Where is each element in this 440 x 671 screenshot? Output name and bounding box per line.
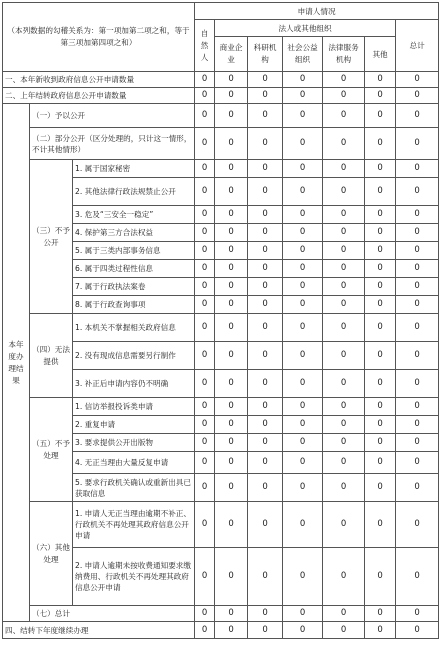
header-commercial: 商业企业 [215,37,248,72]
value-cell: 0 [396,452,439,474]
value-cell: 0 [248,242,283,260]
value-cell: 0 [396,128,439,160]
value-cell: 0 [365,548,396,606]
value-cell: 0 [396,178,439,206]
value-cell: 0 [283,342,323,370]
value-cell: 0 [323,206,365,224]
value-cell: 0 [396,72,439,88]
value-cell: 0 [396,278,439,296]
value-cell: 0 [396,342,439,370]
value-cell: 0 [365,206,396,224]
value-cell: 0 [215,474,248,502]
value-cell: 0 [323,474,365,502]
value-cell: 0 [215,206,248,224]
value-cell: 0 [248,160,283,178]
value-cell: 0 [365,370,396,398]
group-label: （六）其他处理 [30,502,73,606]
value-cell: 0 [248,370,283,398]
value-cell: 0 [323,502,365,548]
value-cell: 0 [215,128,248,160]
value-cell: 0 [365,160,396,178]
value-cell: 0 [365,398,396,416]
value-cell: 0 [396,606,439,622]
value-cell: 0 [283,474,323,502]
value-cell: 0 [195,178,215,206]
value-cell: 0 [323,434,365,452]
value-cell: 0 [248,128,283,160]
value-cell: 0 [323,342,365,370]
value-cell: 0 [195,398,215,416]
value-cell: 0 [396,104,439,128]
value-cell: 0 [396,88,439,104]
value-cell: 0 [248,72,283,88]
value-cell: 0 [195,160,215,178]
value-cell: 0 [283,160,323,178]
value-cell: 0 [283,72,323,88]
value-cell: 0 [215,398,248,416]
value-cell: 0 [283,128,323,160]
item-label: 2. 其他法律行政法规禁止公开 [73,178,195,206]
value-cell: 0 [215,260,248,278]
table-row [3,72,439,88]
item-label: 1. 信访举报投诉类申请 [73,398,195,416]
value-cell: 0 [283,224,323,242]
value-cell: 0 [396,242,439,260]
value-cell: 0 [195,224,215,242]
value-cell: 0 [365,178,396,206]
value-cell: 0 [195,434,215,452]
value-cell: 0 [195,370,215,398]
value-cell: 0 [215,88,248,104]
value-cell: 0 [365,474,396,502]
row-label: （二）部分公开（区分处理的，只计这一情形，不计其他情形） [30,128,195,160]
value-cell: 0 [195,606,215,622]
table-row [3,128,439,160]
value-cell: 0 [248,260,283,278]
group-label: （四）无法提供 [30,314,73,398]
value-cell: 0 [365,88,396,104]
value-cell: 0 [323,548,365,606]
item-label: 3. 要求提供公开出版物 [73,434,195,452]
value-cell: 0 [215,160,248,178]
value-cell: 0 [195,416,215,434]
value-cell: 0 [323,416,365,434]
value-cell: 0 [283,296,323,314]
value-cell: 0 [215,178,248,206]
value-cell: 0 [323,88,365,104]
item-label: 2. 没有现成信息需要另行制作 [73,342,195,370]
item-label: 2. 重复申请 [73,416,195,434]
value-cell: 0 [323,606,365,622]
value-cell: 0 [283,434,323,452]
value-cell: 0 [396,314,439,342]
value-cell: 0 [195,474,215,502]
value-cell: 0 [248,104,283,128]
item-label: 8. 属于行政查询事项 [73,296,195,314]
value-cell: 0 [248,416,283,434]
value-cell: 0 [323,104,365,128]
value-cell: 0 [283,606,323,622]
table-row [3,314,439,342]
group-label: （三）不予公开 [30,160,73,314]
value-cell: 0 [248,88,283,104]
value-cell: 0 [248,314,283,342]
value-cell: 0 [396,370,439,398]
table-row [3,88,439,104]
item-label: 7. 属于行政执法案卷 [73,278,195,296]
value-cell: 0 [283,88,323,104]
value-cell: 0 [215,548,248,606]
value-cell: 0 [215,606,248,622]
value-cell: 0 [248,398,283,416]
section-annual-results: 本年度办理结果 [3,104,30,622]
value-cell: 0 [365,434,396,452]
value-cell: 0 [215,104,248,128]
value-cell: 0 [195,128,215,160]
value-cell: 0 [215,416,248,434]
value-cell: 0 [396,160,439,178]
value-cell: 0 [283,452,323,474]
value-cell: 0 [248,622,283,639]
value-cell: 0 [248,502,283,548]
value-cell: 0 [396,206,439,224]
value-cell: 0 [215,434,248,452]
value-cell: 0 [283,416,323,434]
value-cell: 0 [283,242,323,260]
value-cell: 0 [195,342,215,370]
table-row [3,398,439,416]
value-cell: 0 [283,278,323,296]
value-cell: 0 [323,242,365,260]
value-cell: 0 [396,296,439,314]
value-cell: 0 [323,398,365,416]
item-label: 4. 保护第三方合法权益 [73,224,195,242]
item-label: 4. 无正当理由大量反复申请 [73,452,195,474]
item-label: 3. 补正后申请内容仍不明确 [73,370,195,398]
item-label: 5. 要求行政机关确认或重新出具已获取信息 [73,474,195,502]
row-label: （一）予以公开 [30,104,195,128]
item-label: 6. 属于四类过程性信息 [73,260,195,278]
value-cell: 0 [323,278,365,296]
value-cell: 0 [283,370,323,398]
item-label: 5. 属于三类内部事务信息 [73,242,195,260]
header-legal-entities: 法人或其他组织 [215,20,396,37]
value-cell: 0 [215,278,248,296]
table-row [3,160,439,178]
value-cell: 0 [396,398,439,416]
header-research: 科研机构 [248,37,283,72]
value-cell: 0 [215,224,248,242]
value-cell: 0 [365,72,396,88]
value-cell: 0 [215,370,248,398]
value-cell: 0 [283,206,323,224]
value-cell: 0 [248,474,283,502]
row-label: 四、结转下年度继续办理 [3,622,195,639]
value-cell: 0 [396,434,439,452]
value-cell: 0 [195,452,215,474]
value-cell: 0 [323,178,365,206]
value-cell: 0 [195,206,215,224]
value-cell: 0 [365,416,396,434]
header-legal-service: 法律服务机构 [323,37,365,72]
value-cell: 0 [365,606,396,622]
value-cell: 0 [365,342,396,370]
item-label: 2. 申请人逾期未按收费通知要求缴纳费用、行政机关不再处理其政府信息公开申请 [73,548,195,606]
value-cell: 0 [283,314,323,342]
value-cell: 0 [195,622,215,639]
value-cell: 0 [215,72,248,88]
value-cell: 0 [248,548,283,606]
value-cell: 0 [195,104,215,128]
value-cell: 0 [396,416,439,434]
item-label: 1. 属于国家秘密 [73,160,195,178]
header-applicant-situation: 申请人情况 [195,3,439,20]
value-cell: 0 [248,342,283,370]
value-cell: 0 [248,278,283,296]
value-cell: 0 [365,104,396,128]
value-cell: 0 [195,260,215,278]
value-cell: 0 [248,178,283,206]
item-label: 3. 危及“三安全一稳定” [73,206,195,224]
table-row [3,622,439,639]
value-cell: 0 [195,314,215,342]
value-cell: 0 [283,398,323,416]
value-cell: 0 [365,296,396,314]
value-cell: 0 [195,242,215,260]
value-cell: 0 [248,224,283,242]
value-cell: 0 [396,474,439,502]
value-cell: 0 [215,242,248,260]
value-cell: 0 [215,296,248,314]
table-row [3,606,439,622]
row-label: 一、本年新收到政府信息公开申请数量 [3,72,195,88]
value-cell: 0 [323,622,365,639]
value-cell: 0 [248,452,283,474]
value-cell: 0 [283,622,323,639]
value-cell: 0 [215,314,248,342]
value-cell: 0 [283,502,323,548]
value-cell: 0 [323,314,365,342]
table-row [3,502,439,548]
value-cell: 0 [195,278,215,296]
value-cell: 0 [365,242,396,260]
item-label: 1. 申请人无正当理由逾期不补正、行政机关不再处理其政府信息公开申请 [73,502,195,548]
header-other: 其他 [365,37,396,72]
value-cell: 0 [248,434,283,452]
value-cell: 0 [396,622,439,639]
value-cell: 0 [323,128,365,160]
row-label: 二、上年结转政府信息公开申请数量 [3,88,195,104]
value-cell: 0 [323,370,365,398]
value-cell: 0 [195,548,215,606]
value-cell: 0 [283,260,323,278]
value-cell: 0 [365,622,396,639]
value-cell: 0 [215,502,248,548]
value-cell: 0 [396,260,439,278]
value-cell: 0 [396,502,439,548]
value-cell: 0 [323,160,365,178]
value-cell: 0 [215,342,248,370]
value-cell: 0 [365,278,396,296]
value-cell: 0 [396,224,439,242]
value-cell: 0 [365,224,396,242]
header-natural-person: 自然人 [195,20,215,72]
value-cell: 0 [365,452,396,474]
value-cell: 0 [283,548,323,606]
value-cell: 0 [323,296,365,314]
header-social-welfare: 社会公益组织 [283,37,323,72]
item-label: 1. 本机关不掌握相关政府信息 [73,314,195,342]
value-cell: 0 [365,314,396,342]
value-cell: 0 [195,72,215,88]
value-cell: 0 [195,88,215,104]
group-label: （五）不予处理 [30,398,73,502]
value-cell: 0 [323,260,365,278]
value-cell: 0 [248,206,283,224]
value-cell: 0 [323,452,365,474]
value-cell: 0 [215,622,248,639]
value-cell: 0 [365,128,396,160]
value-cell: 0 [215,452,248,474]
table-row [3,104,439,128]
value-cell: 0 [283,104,323,128]
disclosure-statistics-table [2,2,439,639]
value-cell: 0 [248,606,283,622]
value-cell: 0 [195,296,215,314]
value-cell: 0 [323,224,365,242]
value-cell: 0 [283,178,323,206]
row-label: （七）总计 [30,606,195,622]
table-row [3,3,439,20]
value-cell: 0 [248,296,283,314]
value-cell: 0 [365,502,396,548]
value-cell: 0 [365,260,396,278]
value-cell: 0 [396,548,439,606]
value-cell: 0 [323,72,365,88]
value-cell: 0 [195,502,215,548]
header-total: 总计 [396,20,439,72]
header-note: （本列数据的勾稽关系为：第一项加第二项之和，等于第三项加第四项之和） [3,3,195,72]
